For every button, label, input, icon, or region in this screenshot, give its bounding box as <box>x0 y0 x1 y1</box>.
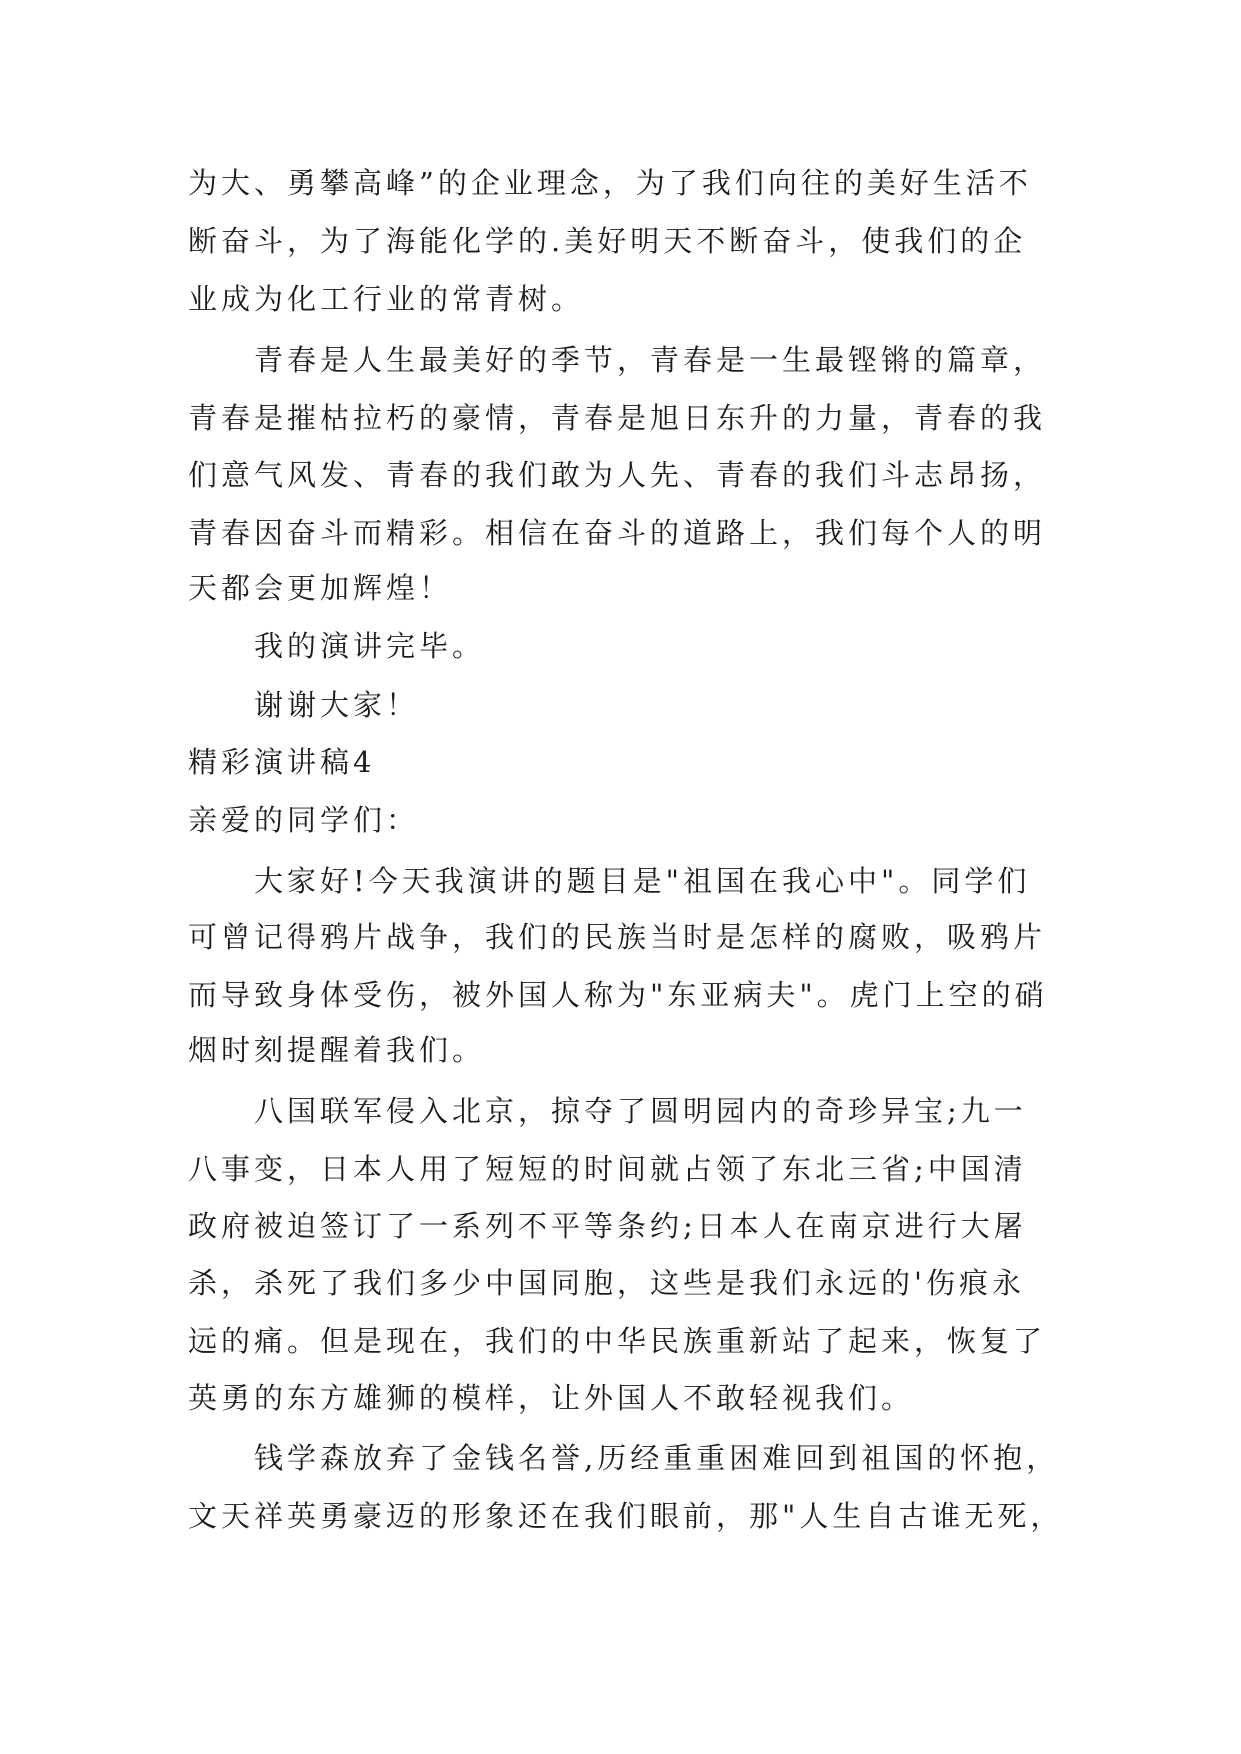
text-line: 谢谢大家！ <box>254 688 420 722</box>
text-line: 英勇的东方雄狮的模样，让外国人不敢轻视我们。 <box>188 1381 915 1415</box>
text-line: 大家好!今天我演讲的题目是"祖国在我心中"。同学们 <box>254 864 1031 898</box>
heading-line: 精彩演讲稿4 <box>188 745 376 779</box>
text-line: 青春是摧枯拉朽的豪情，青春是旭日东升的力量，青春的我 <box>188 401 1047 435</box>
text-line: 天都会更加辉煌！ <box>188 571 453 605</box>
salutation-line: 亲爱的同学们： <box>188 803 420 837</box>
text-line: 远的痛。但是现在，我们的中华民族重新站了起来，恢复了 <box>188 1324 1047 1358</box>
text-line: 业成为化工行业的常青树。 <box>188 282 585 316</box>
text-line: 而导致身体受伤，被外国人称为"东亚病夫"。虎门上空的硝 <box>188 978 1048 1012</box>
text-line: 八国联军侵入北京，掠夺了圆明园内的奇珍异宝;九一 <box>254 1094 1027 1128</box>
text-line: 们意气风发、青春的我们敢为人先、青春的我们斗志昂扬， <box>188 458 1047 492</box>
text-line: 可曾记得鸦片战争，我们的民族当时是怎样的腐败，吸鸦片 <box>188 920 1047 954</box>
text-line: 我的演讲完毕。 <box>254 629 486 663</box>
text-line: 青春因奋斗而精彩。相信在奋斗的道路上，我们每个人的明 <box>188 516 1047 550</box>
text-line: 八事变，日本人用了短短的时间就占领了东北三省;中国清 <box>188 1152 1027 1186</box>
text-line: 文天祥英勇豪迈的形象还在我们眼前，那"人生自古谁无死， <box>188 1499 1064 1533</box>
text-line: 为大、勇攀高峰”的企业理念，为了我们向往的美好生活不 <box>188 166 1032 200</box>
text-line: 青春是人生最美好的季节，青春是一生最铿锵的篇章， <box>254 343 1047 377</box>
text-line: 钱学森放弃了金钱名誉,历经重重困难回到祖国的怀抱， <box>254 1441 1060 1475</box>
text-line: 政府被迫签订了一系列不平等条约;日本人在南京进行大屠 <box>188 1209 1027 1243</box>
text-line: 烟时刻提醒着我们。 <box>188 1033 486 1067</box>
text-line: 杀，杀死了我们多少中国同胞，这些是我们永远的'伤痕永 <box>188 1266 1025 1300</box>
text-line: 断奋斗，为了海能化学的.美好明天不断奋斗，使我们的企 <box>188 224 1027 258</box>
